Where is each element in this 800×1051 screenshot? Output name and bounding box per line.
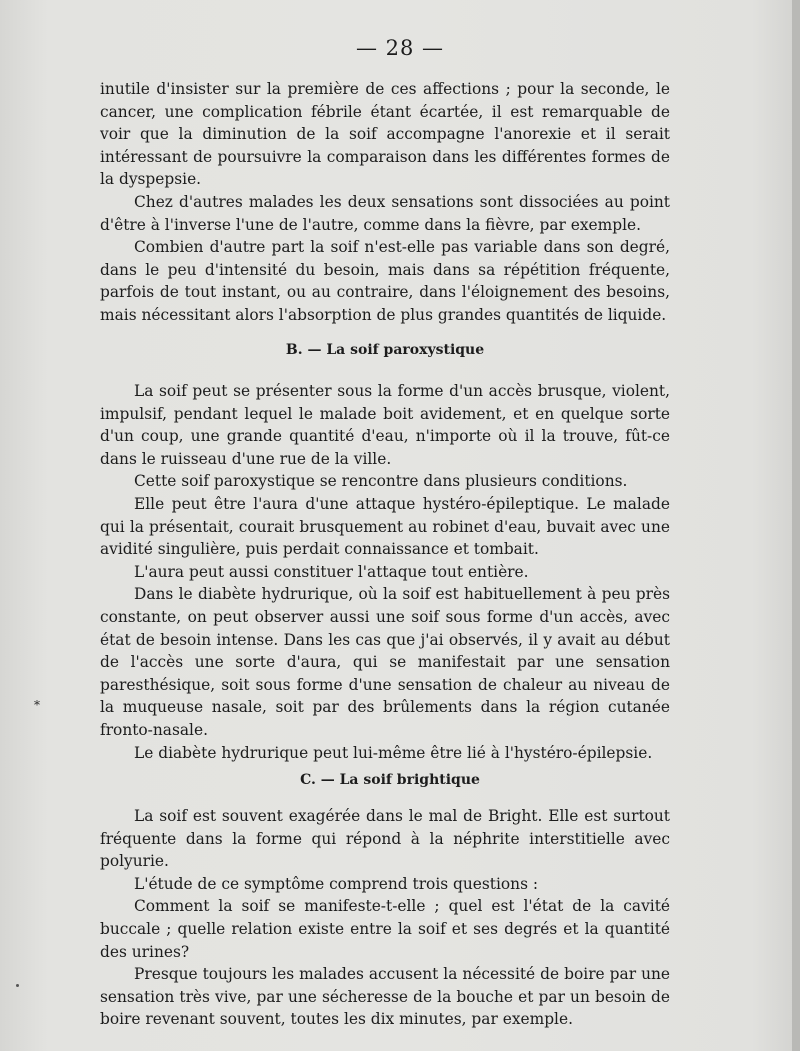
section-b-body (100, 380, 670, 764)
paragraph: Presque toujours les malades accusent la nécessité de boire par une sensation très vive, par une sécheresse de la bouche et par un besoin de boire revenant souvent, toutes les dix minutes, par exemple. (100, 965, 670, 1029)
paragraph: L'aura peut aussi constituer l'attaque tout entière. (134, 562, 529, 581)
section-heading-b: B. — La soif paroxystique (285, 342, 485, 358)
paragraph: inutile d'insister sur la première de ces affections ; pour la seconde, le cancer, une complication fébrile étant écartée, il est remarquable de voir que la diminution de la soif accompagne l'anorexie et il serait intéressant de poursuivre la comparaison dans les différentes formes de la dyspepsie. (100, 80, 670, 189)
paragraph: Cette soif paroxystique se rencontre dans plusieurs conditions. (134, 472, 628, 491)
paragraph: Elle peut être l'aura d'une attaque hystéro-épileptique. Le malade qui la présentait, courait brusquement au robinet d'eau, buvait avec une avidité singulière, puis perdait connaissance et tombait. (100, 494, 670, 559)
section-heading-c: C. — La soif brightique (300, 772, 480, 788)
paragraph: Chez d'autres malades les deux sensations sont dissociées au point d'être à l'inverse l'une de l'autre, comme dans la fièvre, par exemple. (100, 192, 670, 234)
paragraph: L'étude de ce symptôme comprend trois questions : (134, 874, 539, 893)
paragraph: Dans le diabète hydrurique, où la soif est habituellement à peu près constante, on peut observer aussi une soif sous forme d'un accès, avec état de besoin intense. Dans les cas que j'ai observés, il y avait au début de l'accès une sorte d'aura, qui se manifestait par une sensation paresthésique, soit sous forme d'une sensation de chaleur au niveau de la muqueuse nasale, soit par des brûlements dans la région cutanée fronto-nasale. (100, 585, 670, 739)
page-number: — 28 — (355, 36, 445, 60)
margin-mark: * (34, 698, 40, 712)
page-edge-shadow (792, 0, 800, 1051)
section-intro-body (100, 78, 670, 327)
paragraph: Combien d'autre part la soif n'est-elle pas variable dans son degré, dans le peu d'intensité du besoin, mais dans sa répétition fréquente, parfois de tout instant, ou au contraire, dans l'éloignement des besoins, mais nécessitant alors l'absorption de plus grandes quantités de liquide. (100, 238, 670, 324)
scan-speck (16, 984, 19, 987)
paragraph: La soif peut se présenter sous la forme d'un accès brusque, violent, impulsif, pendant lequel le malade boit avidement, et en quelque sorte d'un coup, une grande quantité d'eau, n'importe où il la trouve, fût-ce dans le ruisseau d'une rue de la ville. (100, 382, 670, 468)
section-c-body (100, 805, 670, 1031)
paragraph: Comment la soif se manifeste-t-elle ; quel est l'état de la cavité buccale ; quelle relation existe entre la soif et ses degrés et la quantité des urines? (100, 897, 670, 961)
paragraph: La soif est souvent exagérée dans le mal de Bright. Elle est surtout fréquente dans la forme qui répond à la néphrite interstitielle avec polyurie. (100, 807, 670, 871)
paragraph: Le diabète hydrurique peut lui-même être lié à l'hystéro-épilepsie. (134, 743, 653, 762)
